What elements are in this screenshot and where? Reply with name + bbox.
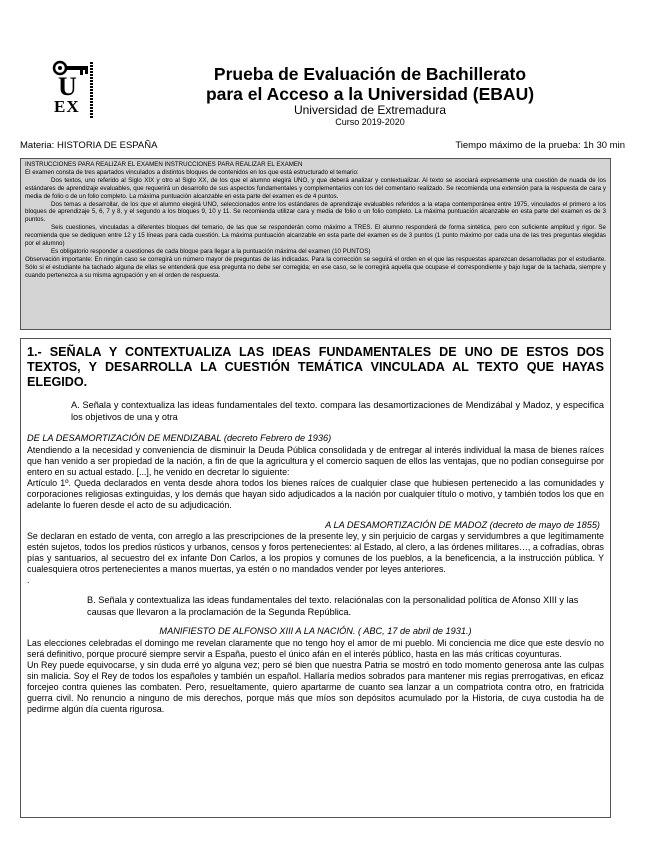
doc-madoz-trailing-dot: .	[27, 575, 30, 585]
doc-mendizabal-title: DE LA DESAMORTIZACIÓN DE MENDIZABAL (decreto Febrero de 1936)	[27, 433, 332, 443]
subject-label: Materia: HISTORIA DE ESPAÑA	[20, 140, 158, 151]
instructions-observation: Observación importante: En ningún caso se corregirá un número mayor de preguntas de las indicadas. Para la corrección se seguirá el orden en el que las respuestas aparezcan desarrolladas por el estudiante. Sólo si el estudiante ha tachado alguna de ellas se entenderá que esa pregunta no debe ser corregida; en ese caso, se le corregirá aquella que ocupase el correspondiente y bajo lugar de la tachada, siempre y cuando pertenezca a su misma agrupación y en el orden de respuesta.	[25, 255, 606, 279]
doc-madoz-title: A LA DESAMORTIZACIÓN DE MADOZ (decreto de mayo de 1855)	[325, 519, 600, 530]
option-a-text: A. Señala y contextualiza las ideas fundamentales del texto. compara las desamortizaciones de Mendizábal y Madoz, y especifica los objetivos de una y otra	[71, 400, 604, 422]
university-name: Universidad de Extremadura	[293, 103, 447, 117]
question-1-heading: 1.- SEÑALA Y CONTEXTUALIZA LAS IDEAS FUNDAMENTALES DE UNO DE ESTOS DOS TEXTOS, Y DESARROLLA LA CUESTIÓN TEMÁTICA VINCULADA AL TEXTO QUE HAYAS ELEGIDO.	[27, 345, 604, 389]
title-line-1: Prueba de Evaluación de Bachillerato	[213, 64, 527, 84]
time-limit-label: Tiempo máximo de la prueba: 1h 30 min	[455, 140, 625, 151]
logo-letter-u: U	[58, 72, 77, 101]
instructions-paragraph-4: Es obligatorio responder a cuestiones de cada bloque para llegar a la puntuación máxima del examen (10 PUNTOS)	[51, 247, 371, 255]
title-line-2: para el Acceso a la Universidad (EBAU)	[205, 84, 535, 104]
course-year: Curso 2019-2020	[335, 117, 405, 127]
doc-mendizabal-paragraph-1: Atendiendo a la necesidad y conveniencia de disminuir la Deuda Pública consolidada y de entregar al interés individual la masa de bienes raíces que han venido a ser propiedad de la nación, a fin de que la agricultura y el comercio saquen de ellos las ventajas, que no podían conseguirse por entero en su actual estado. [...], he venido en decretar lo siguiente:	[27, 444, 604, 477]
doc-madoz-paragraph: Se declaran en estado de venta, con arreglo a las prescripciones de la presente ley, y sin perjuicio de cargas y servidumbres a que legítimamente estén sujetos, todos los predios rústicos y urbanos, censos y foros pertenecientes: al Estado, al clero, a las órdenes militares…, a cofradías, obras pías y santuarios, al secuestro del ex infante Don Carlos, a los propios y comunes de los pueblos, a la beneficencia, a la instrucción pública. Y cualesquiera otros pertenecientes a manos muertas, ya estén o no mandados vender por leyes anteriores.	[27, 531, 604, 574]
instructions-box	[20, 158, 611, 330]
logo-letters-ex: EX	[54, 97, 80, 116]
instructions-paragraph-3: Seis cuestiones, vinculadas a diferentes bloques del temario, de las que se responderán como máximo a TRES. El alumno responderá de forma sintética, pero con suficiente amplitud y rigor. Se recomienda que se dediquen entre 12 y 15 líneas para cada cuestión. La máxima puntuación alcanzable en esta parte del examen es de 3 puntos (1 punto máximo por cada una de las tres preguntas elegidas por el alumno)	[25, 224, 606, 248]
university-logo	[52, 60, 98, 120]
doc-mendizabal-paragraph-2: Artículo 1º. Queda declarados en venta desde ahora todos los bienes raíces de cualquier clase que hubiesen pertenecido a las comunidades y corporaciones religiosas extinguidas, y los demás que hayan sido adjudicados a la nación por cualquier título o motivo, y también todos los que en adelante lo fueren desde el acto de su adjudicación.	[27, 477, 604, 510]
instructions-paragraph-2: Dos temas a desarrollar, de los que el alumno elegirá UNO, seleccionados entre los estándares de aprendizaje evaluables referidos a la etapa contemporánea entre 1975, vinculados el primero a los bloques de aprendizaje 5, 6, 7 y 8, y el segundo a los bloques 9, 10 y 11. Se recomienda utilizar cara y media de folio o un folio completo. La máxima puntuación alcanzable en esta parte del examen es de 3 puntos.	[25, 200, 606, 224]
instructions-heading: INSTRUCCIONES PARA REALIZAR EL EXAMEN INSTRUCCIONES PARA REALIZAR EL EXAMEN	[25, 161, 303, 168]
doc-manifiesto-paragraph-1: Las elecciones celebradas el domingo me revelan claramente que no tengo hoy el amor de mi pueblo. Mi conciencia me dice que este desvío no será definitivo, porque procuré siempre servir a España, puesto el único afán en el interés público, hasta en las más críticas coyunturas.	[27, 637, 604, 659]
doc-manifiesto-title: MANIFIESTO DE ALFONSO XIII A LA NACIÓN. ( ABC, 17 de abril de 1931.)	[159, 626, 472, 636]
instructions-paragraph-1: Dos textos, uno referido al Siglo XIX y otro al Siglo XX, de los que el alumno elegirá UNO, y que deberá analizar y contextualizar. Al texto se asociará expresamente una cuestión de nuada de los estándares de aprendizaje evaluables, que requerirá un desarrollo de sus aspectos fundamentales y complementarios con los del comentario realizado. Se recomienda una extensión para la respuesta de cara y media de folio o de un folio completo. La máxima puntuación alcanzable en esta parte del examen es de 4 puntos.	[25, 176, 606, 200]
instructions-intro: El examen consta de tres apartados vinculados a distintos bloques de contenidos en los que está estructurado el temario:	[25, 168, 359, 176]
logo-side-stripe	[90, 62, 93, 118]
option-b-text: B. Señala y contextualiza las ideas fundamentales del texto. relaciónalas con la personalidad política de Afonso XIII y las causas que llevaron a la proclamación de la Segunda República.	[87, 595, 579, 617]
doc-manifiesto-paragraph-2: Un Rey puede equivocarse, y sin duda erré yo alguna vez; pero sé bien que nuestra Patria se mostró en todo momento generosa ante las culpas sin malicia. Soy el Rey de todos los españoles y también un español. Hallaría medios sobrados para mantener mis regias prerrogativas, en eficaz forcejeo contra quienes las combaten. Pero, resueltamente, quiero apartarme de cuanto sea lanzar a un compatriota contra otro, en fratricida guerra civil. No renuncio a ninguno de mis derechos, porque más que míos son depósitos acumulado por la Historia, de cuya custodia ha de pedirme algún día cuenta rigurosa.	[27, 659, 604, 714]
question-1-box	[20, 338, 611, 818]
